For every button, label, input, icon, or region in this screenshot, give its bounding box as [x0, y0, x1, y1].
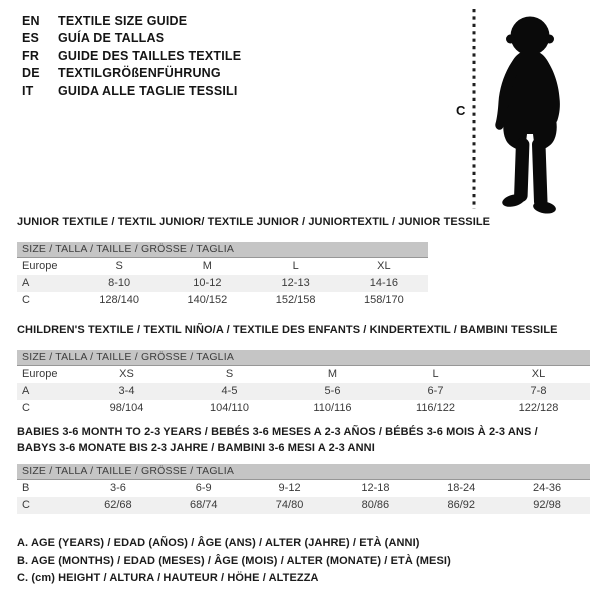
note-age-years: A. AGE (YEARS) / EDAD (AÑOS) / ÂGE (ANS) / ALTER (JAHRE) / ETÀ (ANNI) — [17, 537, 420, 549]
row-label: Europe — [22, 368, 58, 380]
list-item — [22, 82, 241, 100]
size-table-junior — [17, 242, 428, 309]
guide-title: GUIDE DES TAILLES TEXTILE — [58, 48, 242, 63]
table-cell: 9-12 — [278, 482, 301, 494]
table-row — [17, 383, 590, 400]
note-age-months: B. AGE (MONTHS) / EDAD (MESES) / ÂGE (MOIS) / ALTER (MONATE) / ETÀ (MESI) — [17, 554, 451, 567]
table-cell: 140/152 — [187, 294, 228, 306]
guide-title: GUIDA ALLE TAGLIE TESSILI — [58, 83, 238, 98]
table-cell: 92/98 — [533, 499, 561, 511]
size-table-header: SIZE / TALLA / TAILLE / GRÖSSE / TAGLIA — [17, 350, 590, 366]
table-cell: S — [225, 368, 234, 380]
row-label: B — [22, 482, 30, 494]
table-cell: 6-7 — [427, 385, 444, 397]
table-cell: M — [327, 368, 338, 380]
section-heading-children: CHILDREN'S TEXTILE / TEXTIL NIÑO/A / TEXTILE DES ENFANTS / KINDERTEXTIL / BAMBINI TESSILE — [17, 324, 558, 336]
size-table-header: SIZE / TALLA / TAILLE / GRÖSSE / TAGLIA — [17, 464, 590, 480]
table-cell: 104/110 — [210, 402, 249, 414]
height-measure-label: C — [456, 103, 466, 118]
table-row — [17, 292, 428, 309]
table-row — [17, 400, 590, 417]
list-item — [22, 30, 241, 48]
row-label: C — [22, 294, 30, 306]
height-measure-line — [472, 9, 476, 209]
table-cell: XL — [377, 260, 391, 272]
table-cell: 122/128 — [518, 402, 559, 414]
size-table-children — [17, 350, 590, 417]
language-code: ES — [22, 31, 40, 46]
table-cell: 8-10 — [108, 277, 131, 289]
table-row — [17, 258, 428, 275]
row-label: A — [22, 385, 30, 397]
table-cell: 14-16 — [369, 277, 398, 289]
table-cell: 6-9 — [195, 482, 212, 494]
row-label: C — [22, 402, 30, 414]
table-cell: 158/170 — [363, 294, 404, 306]
list-item — [22, 12, 241, 30]
heading-line: BABYS 3-6 MONATE BIS 2-3 JAHRE / BAMBINI 3-6 MESI A 2-3 ANNI — [17, 442, 375, 454]
table-cell: S — [115, 260, 123, 272]
table-cell: 68/74 — [189, 499, 218, 511]
table-cell: 24-36 — [532, 482, 562, 494]
table-row — [17, 275, 428, 292]
language-code: IT — [22, 83, 34, 98]
table-cell: 12-18 — [361, 482, 390, 494]
table-cell: 74/80 — [275, 499, 304, 511]
row-label: C — [22, 499, 30, 511]
table-cell: 18-24 — [447, 482, 476, 494]
heading-line: BABIES 3-6 MONTH TO 2-3 YEARS / BEBÉS 3-6 MESES A 2-3 AÑOS / BÉBÉS 3-6 MOIS À 2-3 ANS / — [17, 426, 538, 438]
table-row — [17, 497, 590, 514]
table-cell: 10-12 — [193, 277, 222, 289]
table-cell: 80/86 — [361, 499, 390, 511]
guide-title: TEXTILE SIZE GUIDE — [58, 13, 188, 28]
table-cell: 3-4 — [118, 385, 135, 397]
table-cell: 62/68 — [104, 499, 132, 511]
table-cell: L — [432, 368, 439, 380]
legend-notes — [17, 535, 451, 588]
table-row — [17, 480, 590, 497]
section-heading-babies — [17, 424, 587, 456]
table-cell: 5-6 — [324, 385, 341, 397]
list-item — [22, 65, 241, 83]
table-cell: 128/140 — [99, 294, 139, 306]
table-cell: 98/104 — [109, 402, 144, 414]
size-table-babies — [17, 464, 590, 514]
table-cell: 86/92 — [447, 499, 475, 511]
table-cell: 110/116 — [313, 402, 352, 414]
table-cell: 7-8 — [530, 385, 547, 397]
table-cell: L — [292, 260, 299, 272]
size-table-header: SIZE / TALLA / TAILLE / GRÖSSE / TAGLIA — [17, 242, 428, 258]
table-cell: 12-13 — [281, 277, 310, 289]
note-height-cm: C. (cm) HEIGHT / ALTURA / HAUTEUR / HÖHE / ALTEZZA — [17, 572, 319, 584]
list-item — [22, 47, 241, 65]
guide-title: GUÍA DE TALLAS — [58, 31, 165, 46]
table-cell: XS — [119, 368, 134, 380]
table-cell: 152/158 — [275, 294, 316, 306]
table-cell: 116/122 — [416, 402, 455, 414]
guide-title: TEXTILGRÖßENFÜHRUNG — [58, 66, 221, 81]
table-row — [17, 366, 590, 383]
language-code: FR — [22, 48, 40, 63]
table-cell: XL — [531, 368, 546, 380]
row-label: Europe — [22, 260, 58, 272]
section-heading-junior: JUNIOR TEXTILE / TEXTIL JUNIOR/ TEXTILE JUNIOR / JUNIORTEXTIL / JUNIOR TESSILE — [17, 216, 491, 228]
language-code: DE — [22, 66, 40, 81]
toddler-silhouette-icon — [478, 8, 578, 216]
table-cell: 4-5 — [221, 385, 238, 397]
row-label: A — [22, 277, 30, 289]
language-code: EN — [22, 13, 40, 28]
table-cell: 3-6 — [109, 482, 126, 494]
language-title-list — [22, 12, 241, 100]
table-cell: M — [202, 260, 212, 272]
